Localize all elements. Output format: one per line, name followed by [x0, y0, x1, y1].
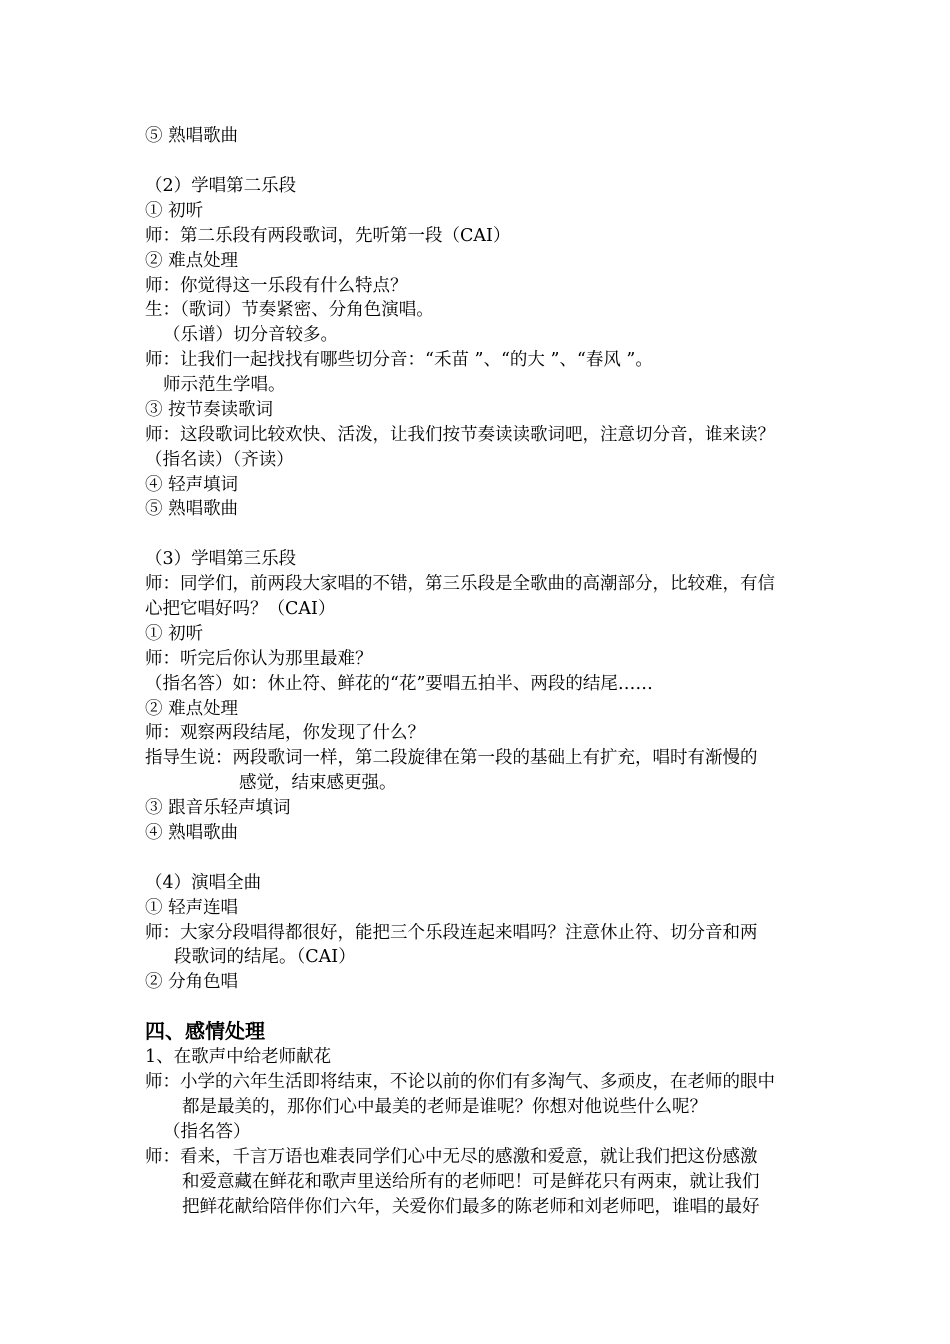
section-heading: （2）学唱第二乐段 [145, 176, 297, 196]
text-line: ④ 轻声填词 [145, 475, 239, 495]
text-line: ② 分角色唱 [145, 972, 239, 992]
text-line: 师：小学的六年生活即将结束，不论以前的你们有多淘气、多顽皮，在老师的眼中 [145, 1072, 775, 1092]
text-line: （指名答）如：休止符、鲜花的“花”要唱五拍半、两段的结尾…… [145, 674, 653, 694]
text-line: ② 难点处理 [145, 251, 239, 271]
text-line: 指导生说：两段歌词一样，第二段旋律在第一段的基础上有扩充，唱时有渐慢的 [145, 748, 758, 768]
text-line: 师：大家分段唱得都很好，能把三个乐段连起来唱吗？注意休止符、切分音和两 [145, 923, 758, 943]
text-line: 师：让我们一起找找有哪些切分音：“禾苗 ”、“的大 ”、“春风 ”。 [145, 350, 653, 370]
text-line: 师：听完后你认为那里最难？ [145, 649, 373, 669]
text-line: 1、在歌声中给老师献花 [145, 1047, 332, 1067]
text-line: ⑤ 熟唱歌曲 [145, 499, 239, 519]
text-line: ③ 跟音乐轻声填词 [145, 798, 291, 818]
text-line: 感觉，结束感更强。 [239, 773, 397, 793]
text-line: 和爱意藏在鲜花和歌声里送给所有的老师吧！可是鲜花只有两束，就让我们 [182, 1172, 760, 1192]
text-line: 师：同学们，前两段大家唱的不错，第三乐段是全歌曲的高潮部分，比较难，有信 [145, 574, 775, 594]
section-heading: （3）学唱第三乐段 [145, 549, 297, 569]
text-line: 师：这段歌词比较欢快、活泼，让我们按节奏读读歌词吧，注意切分音，谁来读？ [145, 425, 775, 445]
text-line: 师：你觉得这一乐段有什么特点？ [145, 276, 408, 296]
text-line: ④ 熟唱歌曲 [145, 823, 239, 843]
chapter-heading: 四、感情处理 [145, 1019, 265, 1043]
text-line: ② 难点处理 [145, 699, 239, 719]
text-line: ③ 按节奏读歌词 [145, 400, 274, 420]
text-line: 师：第二乐段有两段歌词，先听第一段（CAI） [145, 226, 511, 246]
text-line: ① 轻声连唱 [145, 898, 239, 918]
text-line: 都是最美的，那你们心中最美的老师是谁呢？你想对他说些什么呢？ [182, 1097, 707, 1117]
text-line: 师示范生学唱。 [163, 375, 286, 395]
text-line: ① 初听 [145, 624, 204, 644]
text-line: （指名读）（齐读） [145, 450, 294, 470]
text-line: 段歌词的结尾。（CAI） [174, 947, 356, 967]
text-line: ① 初听 [145, 201, 204, 221]
text-line: 心把它唱好吗？（CAI） [145, 599, 336, 619]
text-line: （乐谱）切分音较多。 [163, 325, 338, 345]
text-line: 师：观察两段结尾，你发现了什么？ [145, 723, 425, 743]
text-line: （指名答） [163, 1122, 251, 1142]
text-line: 把鲜花献给陪伴你们六年，关爱你们最多的陈老师和刘老师吧，谁唱的最好 [182, 1197, 760, 1217]
text-line: 生：（歌词）节奏紧密、分角色演唱。 [145, 300, 434, 320]
text-line: 师：看来，千言万语也难表同学们心中无尽的感激和爱意，就让我们把这份感激 [145, 1147, 758, 1167]
section-heading: （4）演唱全曲 [145, 873, 262, 893]
text-line: ⑤ 熟唱歌曲 [145, 126, 239, 146]
